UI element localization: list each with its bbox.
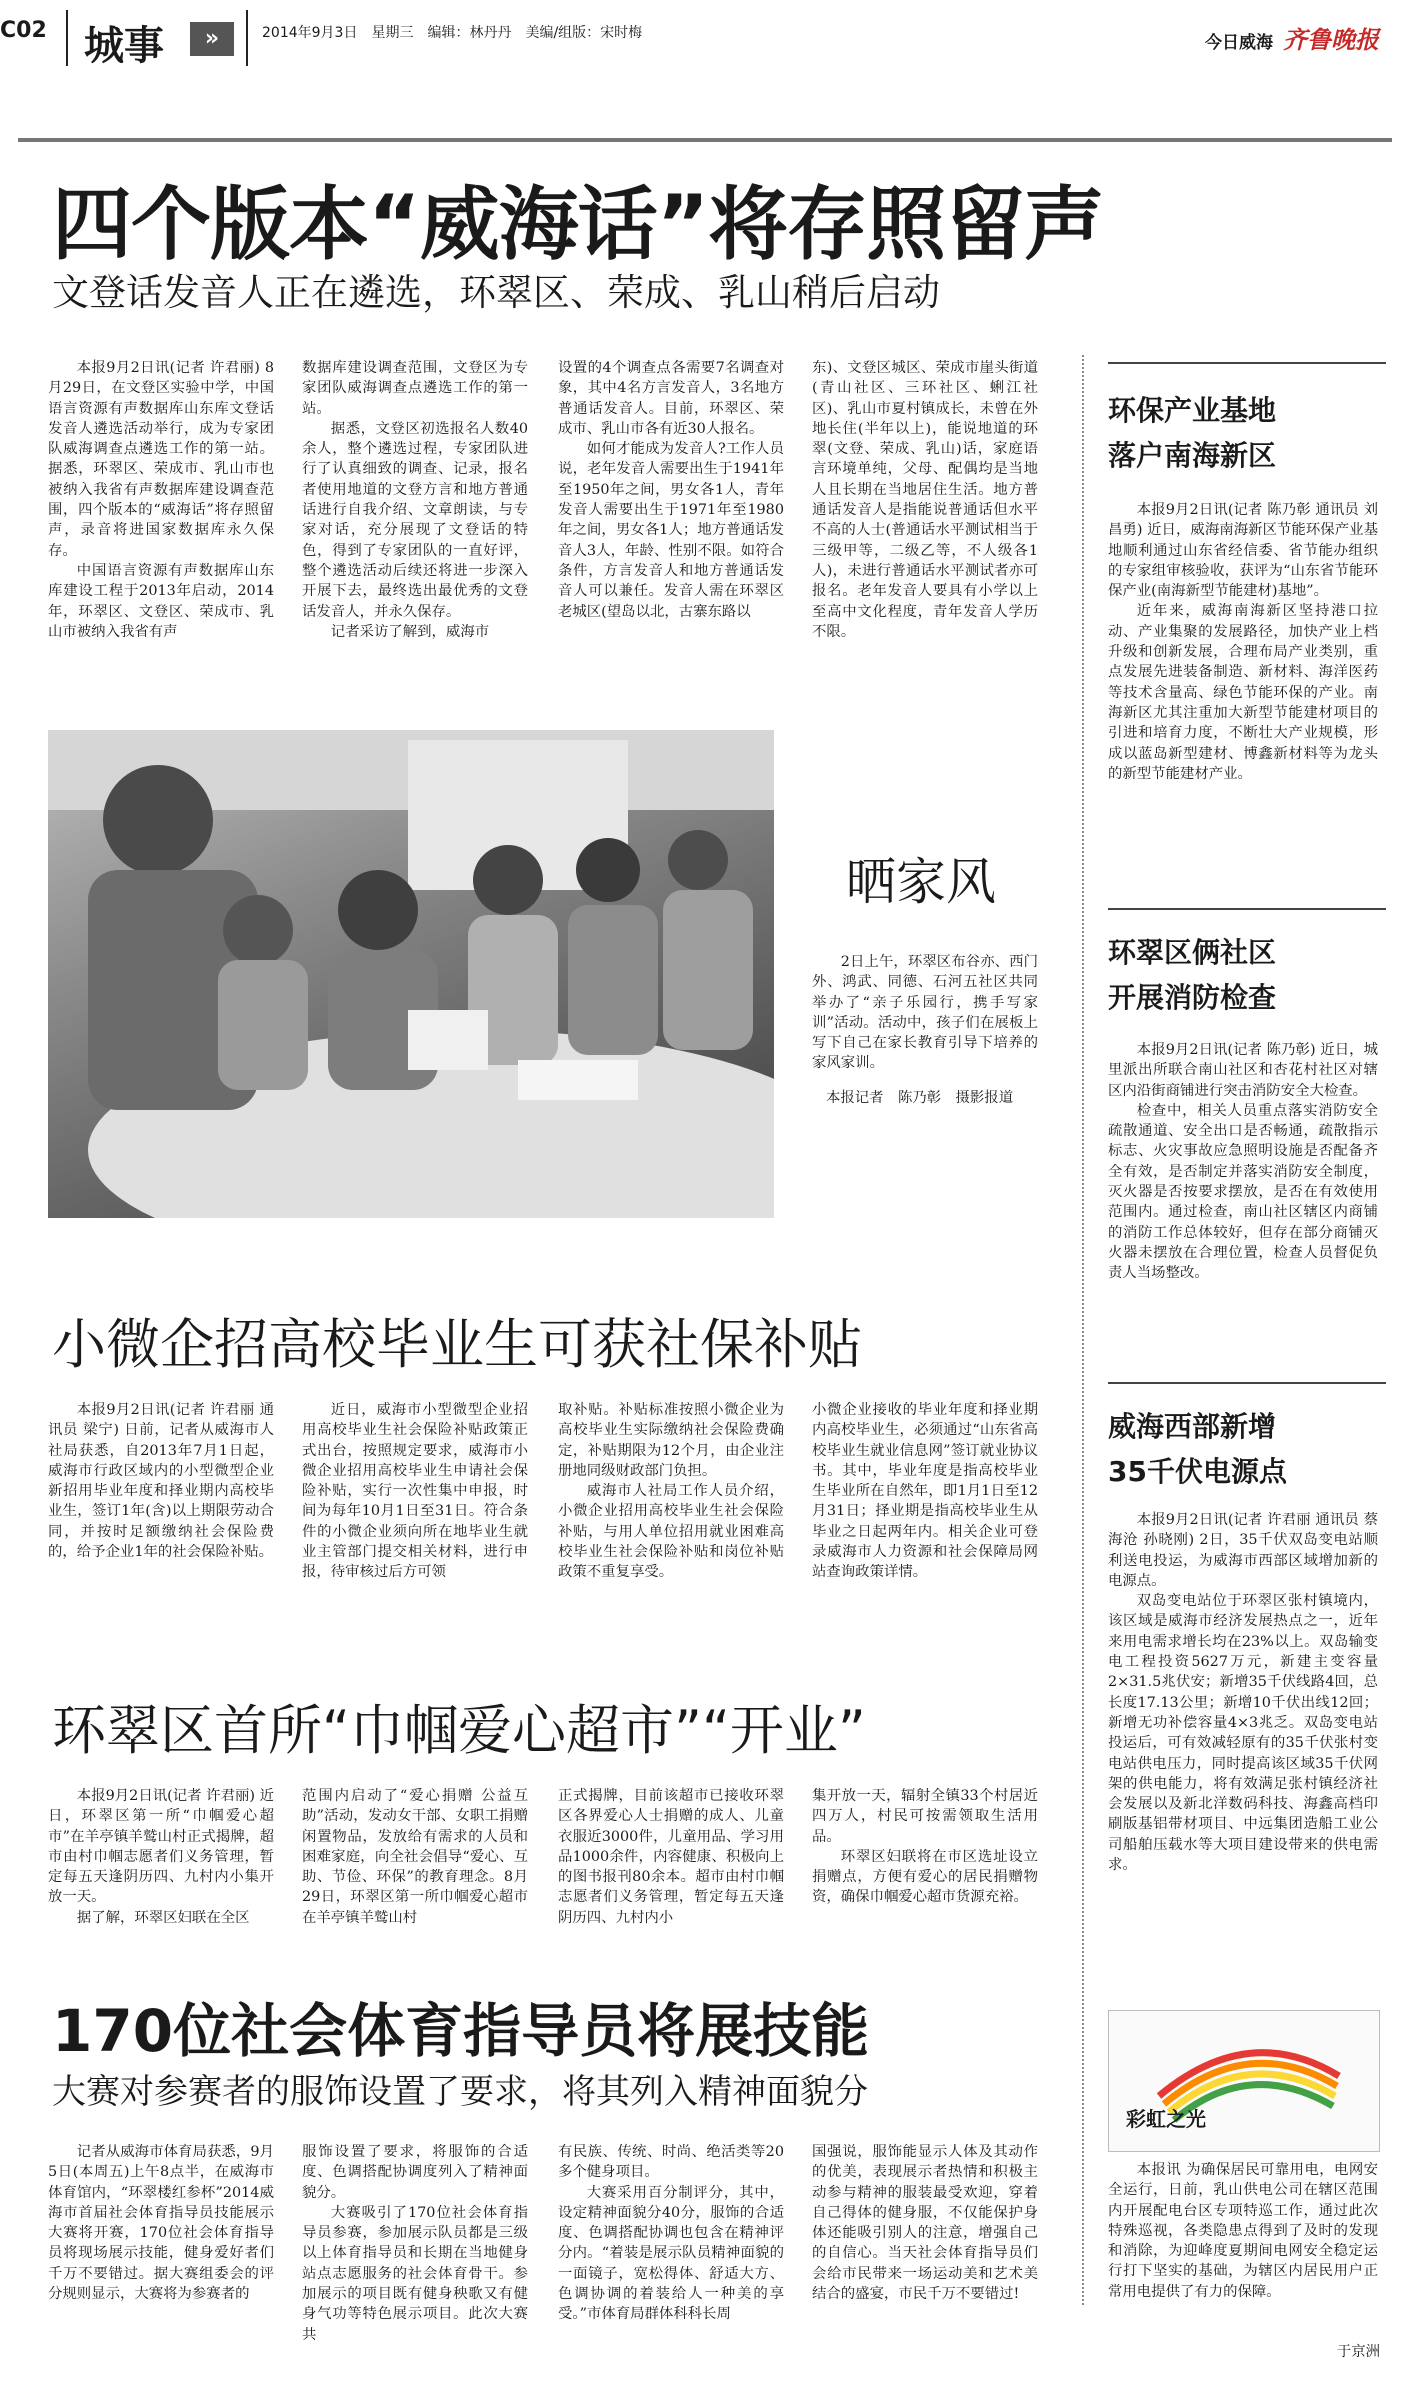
- sidebar-headline: [1108, 1404, 1287, 1494]
- newspaper-logo: 齐鲁晚报: [1283, 25, 1379, 54]
- paragraph: 环翠区妇联将在市区选址设立捐赠点，方便有爱心的居民捐赠物资，确保巾帼爱心超市货源充裕。: [812, 1848, 1038, 1906]
- paragraph: 据了解，环翠区妇联在全区: [76, 1909, 250, 1926]
- photo-credit: 本报记者 陈乃彰 摄影报道: [826, 1090, 1014, 1106]
- sidebar-rule: [1108, 1382, 1386, 1384]
- paragraph: 本报9月2日讯(记者 许君丽) 8月29日，在文登区实验中学，中国语言资源有声数据库山东库文登话发音人遴选活动举行，成为专家团队威海调查点遴选工作的第一站。据悉，环翠区、荣成市、乳山市也被纳入我省有声数据库建设调查范围，四个版本的“威海话”将存照留声，录音将进国家数据库永久保存。: [48, 360, 274, 559]
- header-divider: [246, 10, 248, 66]
- lead-column-3: [558, 358, 784, 622]
- article-column: [558, 1786, 784, 1928]
- header-divider: [66, 10, 68, 66]
- sidebar-article-body: [1108, 1040, 1378, 1284]
- paragraph: 正式揭牌，目前该超市已接收环翠区各界爱心人士捐赠的成人、儿童衣服近3000件，儿童用品、学习用品1000余件，内容健康、积极向上的图书报刊80余本。超市由村巾帼志愿者们义务管理，暂定每五天逢阴历四、九村内小: [558, 1788, 784, 1926]
- article-column: [812, 2142, 1038, 2304]
- paragraph: 近年来，威海南海新区坚持港口拉动、产业集聚的发展路径，加快产业上档升级和创新发展，合理布局产业类别，重点发展先进装备制造、新材料、海洋医药等技术含量高、绿色节能环保的产业。南海新区尤其注重加大新型节能建材项目的引进和培育力度，不断壮大产业规模，形成以蓝岛新型建材、博鑫新材料等为龙头的新型节能建材产业。: [1108, 603, 1378, 782]
- article-headline: 小微企招高校毕业生可获社保补贴: [52, 1313, 862, 1376]
- lead-headline: 四个版本“威海话”将存照留声: [52, 178, 1104, 271]
- article-column: [558, 2142, 784, 2325]
- masthead-right: [1205, 20, 1379, 55]
- article-column: [302, 1786, 528, 1928]
- paragraph: 本报9月2日讯(记者 许君丽 通讯员 梁宁) 日前，记者从威海市人社局获悉，自2013年7月1日起，威海市行政区域内的小型微型企业新招用毕业年度和择业期内高校毕业生，签订1年(含)以上期限劳动合同，并按时足额缴纳社会保险费的，给予企业1年的社会保险补贴。: [48, 1402, 274, 1561]
- rainbow-article-body: [1108, 2160, 1378, 2302]
- article-column: [812, 1786, 1038, 1908]
- header-rule: [18, 138, 1392, 142]
- headline-line: 威海西部新增: [1108, 1410, 1277, 1443]
- sidebar-divider: [1082, 355, 1084, 2305]
- paragraph: 记者从威海市体育局获悉，9月5日(本周五)上午8点半，在威海市体育馆内，“环翠楼红参杯”2014威海市首届社会体育指导员技能展示大赛将开赛，170位社会体育指导员将现场展示技能，健身爱好者们千万不要错过。据大赛组委会的评分规则显示，大赛将为参赛者的: [48, 2144, 274, 2303]
- paragraph: 集开放一天，辐射全镇33个村居近四万人，村民可按需领取生活用品。: [812, 1788, 1038, 1845]
- paragraph: 数据库建设调查范围，文登区为专家团队威海调查点遴选工作的第一站。: [302, 360, 528, 417]
- lead-column-1: [48, 358, 274, 642]
- sidebar-rule: [1108, 362, 1386, 364]
- article-subheadline: 大赛对参赛者的服饰设置了要求，将其列入精神面貌分: [52, 2072, 868, 2112]
- article-column: [302, 1400, 528, 1583]
- paragraph: 检查中，相关人员重点落实消防安全疏散通道、安全出口是否畅通，疏散指示标志、火灾事故应急照明设施是否配备齐全有效，是否制定并落实消防安全制度，灭火器是否按要求摆放，是否在有效使用范围内。通过检查，南山社区辖区内商铺的消防工作总体较好，但存在部分商铺灭火器未摆放在合理位置，检查人员督促负责人当场整改。: [1108, 1102, 1378, 1282]
- headline-line: 落户南海新区: [1108, 439, 1277, 472]
- photo-heading: 晒家风: [846, 853, 996, 911]
- paragraph: 取补贴。补贴标准按照小微企业为高校毕业生实际缴纳社会保险费确定，补贴期限为12个月，由企业注册地同级财政部门负担。: [558, 1402, 784, 1479]
- paragraph: 国强说，服饰能显示人体及其动作的优美，表现展示者热情和积极主动参与精神的服装最受欢迎，穿着自己得体的健身服，不仅能保护身体还能吸引别人的注意，增强自己的自信心。当天社会体育指导员们会给市民带来一场运动美和艺术美结合的盛宴，市民千万不要错过!: [812, 2144, 1038, 2303]
- article-headline: 环翠区首所“巾帼爱心超市”“开业”: [52, 1699, 866, 1762]
- paragraph: 威海市人社局工作人员介绍，小微企业招用高校毕业生社会保险补贴，与用人单位招用就业困难高校毕业生社会保险补贴和岗位补贴政策不重复享受。: [558, 1483, 784, 1581]
- paragraph: 大赛采用百分制评分，其中，设定精神面貌分40分，服饰的合适度、色调搭配协调也包含在精神评分内。“着装是展示队员精神面貌的一面镜子，宽松得体、舒适大方、色调协调的着装给人一种美的享受。”市体育局群体科科长周: [558, 2184, 784, 2323]
- sidebar-article-body: [1108, 500, 1378, 784]
- photo-illustration: [48, 730, 774, 1218]
- paragraph: 范围内启动了“爱心捐赠 公益互助”活动，发动女干部、女职工捐赠闲置物品，发放给有需求的人员和困难家庭，向全社会倡导“爱心、互助、节俭、环保”的教育理念。8月29日，环翠区第一所巾帼爱心超市在羊亭镇羊鹫山村: [302, 1788, 528, 1926]
- edition-label: 今日威海: [1205, 33, 1273, 53]
- paragraph: 本报讯 为确保居民可靠用电，电网安全运行，日前，乳山供电公司在辖区范围内开展配电台区专项特巡工作，通过此次特殊巡视，各类隐患点得到了及时的发现和消除，为迎峰度夏期间电网安全稳定运行打下坚实的基础，为辖区内居民用户正常用电提供了有力的保障。: [1108, 2162, 1378, 2300]
- paragraph: 本报9月2日讯(记者 许君丽 通讯员 蔡海沧 孙晓刚) 2日，35千伏双岛变电站顺利送电投运，为威海市西部区域增加新的电源点。: [1108, 1512, 1378, 1589]
- article-column: [558, 1400, 784, 1583]
- paragraph: 本报9月2日讯(记者 陈乃彰 通讯员 刘昌勇) 近日，威海南海新区节能环保产业基地顺利通过山东省经信委、省节能办组织的专家组审核验收，获评为“山东省节能环保产业(南海新型节能建材)基地”。: [1108, 502, 1378, 600]
- lead-column-2: [302, 358, 528, 642]
- paragraph: 大赛吸引了170位社会体育指导员参赛，参加展示队员都是三级以上体育指导员和长期在当地健身站点志愿服务的社会体育骨干。参加展示的项目既有健身秧歌又有健身气功等特色展示项目。此次大赛共: [302, 2204, 528, 2343]
- paragraph: 小微企业接收的毕业年度和择业期内高校毕业生，必须通过“山东省高校毕业生就业信息网”签订就业协议书。其中，毕业年度是指高校毕业生毕业所在自然年，即1月1日至12月31日；择业期是指高校毕业生从毕业之日起两年内。相关企业可登录威海市人力资源和社会保障局网站查询政策详情。: [812, 1402, 1038, 1581]
- page-number: C02: [0, 18, 47, 43]
- paragraph: 设置的4个调查点各需要7名调查对象，其中4名方言发音人，3名地方普通话发音人。目前，环翠区、荣成市、乳山市各有近30人报名。: [558, 360, 784, 437]
- paragraph: 2日上午，环翠区布谷亦、西门外、鸿武、同德、石河五社区共同举办了“亲子乐园行，携手写家训”活动。活动中，孩子们在展板上写下自己在家长教育引导下培养的家风家训。: [812, 954, 1038, 1072]
- headline-line: 环翠区俩社区: [1108, 936, 1277, 969]
- paragraph: 双岛变电站位于环翠区张村镇境内，该区域是威海市经济发展热点之一，近年来用电需求增长均在23%以上。双岛输变电工程投资5627万元，新建主变容量2×31.5兆伏安；新增35千伏线路4回，总长度17.13公里；新增10千伏出线12回；新增无功补偿容量4×3兆乏。双岛变电站投运后，可有效减轻原有的35千伏张村变电站供电压力，同时提高该区域35千伏网架的供电能力，将有效满足张村镇经济社会发展以及新北洋数码科技、海鑫高档印刷版基铝带材项目、中远集团造船工业公司船舶压载水等大项目建设带来的供电需求。: [1108, 1593, 1378, 1874]
- headline-line: 35千伏电源点: [1108, 1455, 1287, 1488]
- sidebar-article-body: [1108, 1510, 1378, 1875]
- article-column: [48, 2142, 274, 2304]
- paragraph: 中国语言资源有声数据库山东库建设工程于2013年启动，2014年，环翠区、文登区、荣成市、乳山市被纳入我省有声: [48, 562, 274, 640]
- sidebar-headline: [1108, 930, 1276, 1020]
- lead-subheadline: 文登话发音人正在遴选，环翠区、荣成、乳山稍后启动: [52, 271, 940, 314]
- rainbow-label: 彩虹之光: [1126, 2107, 1206, 2131]
- paragraph: 东)、文登区城区、荣成市崖头街道(青山社区、三环社区、蜊江社区)、乳山市夏村镇成长，未曾在外地长住(半年以上)，能说地道的环翠(文登、荣成、乳山)话，家庭语言环境单纯，父母、配偶均是当地人且长期在当地居住生活。地方普通话发音人是指能说普通话但水平不高的人士(普通话水平测试相当于三级甲等，二级乙等，不人级各1人)，未进行普通话水平测试者亦可报名。老年发音人要具有小学以上至高中文化程度，青年发音人学历不限。: [812, 360, 1038, 640]
- paragraph: 据悉，文登区初选报名人数40余人，整个遴选过程，专家团队进行了认真细致的调查、记录，报名者使用地道的文登方言和地方普通话进行自我介绍、文章朗读，与专家对话，充分展现了文登话的特色，得到了专家团队的一直好评，整个遴选活动后续还将进一步深入开展下去，最终选出最优秀的文登话发音人，并永久保存。: [302, 420, 528, 620]
- headline-line: 环保产业基地: [1108, 394, 1277, 427]
- article-column: [48, 1786, 274, 1928]
- paragraph: 有民族、传统、时尚、绝活类等20多个健身项目。: [558, 2144, 784, 2181]
- photo-family-motto-event: [48, 730, 774, 1218]
- article-column: [812, 1400, 1038, 1583]
- byline: 于京洲: [1336, 2344, 1380, 2360]
- article-headline: 170位社会体育指导员将展技能: [52, 1997, 870, 2065]
- paragraph: 本报9月2日讯(记者 许君丽) 近日，环翠区第一所“巾帼爱心超市”在羊亭镇羊鹫山村正式揭牌，超市由村巾帼志愿者们义务管理，暂定每五天逢阴历四、九村内小集开放一天。: [48, 1788, 274, 1906]
- paragraph: 服饰设置了要求，将服饰的合适度、色调搭配协调度列入了精神面貌分。: [302, 2144, 528, 2201]
- lead-column-4: [812, 358, 1038, 642]
- section-name: 城事: [84, 23, 164, 69]
- paragraph: 如何才能成为发音人?工作人员说，老年发音人需要出生于1941年至1950年之间，男女各1人，青年发音人需要出生于1971年至1980年之间，男女各1人；地方普通话发音人3人，年龄、性别不限。如符合条件，方言发音人和地方普通话发音人可以兼任。发音人需在环翠区老城区(望岛以北，古寨东路以: [558, 441, 784, 620]
- double-chevron-right-icon: »: [190, 22, 234, 56]
- paragraph: 近日，威海市小型微型企业招用高校毕业生社会保险补贴政策正式出台，按照规定要求，威海市小微企业招用高校毕业生申请社会保险补贴，实行一次性集中申报，时间为每年10月1日至31日。符合条件的小微企业须向所在地毕业生就业主管部门提交相关材料，进行申报，待审核过后方可领: [302, 1402, 528, 1581]
- paragraph: 记者采访了解到，威海市: [330, 623, 490, 640]
- photo-caption: [812, 952, 1038, 1074]
- article-column: [302, 2142, 528, 2345]
- issue-meta: 2014年9月3日 星期三 编辑：林丹丹 美编/组版：宋时梅: [262, 25, 643, 41]
- article-column: [48, 1400, 274, 1562]
- headline-line: 开展消防检查: [1108, 981, 1277, 1014]
- sidebar-rule: [1108, 908, 1386, 910]
- sidebar-headline: [1108, 388, 1276, 478]
- paragraph: 本报9月2日讯(记者 陈乃彰) 近日，城里派出所联合南山社区和杏花村社区对辖区内沿街商铺进行突击消防安全大检查。: [1108, 1042, 1378, 1099]
